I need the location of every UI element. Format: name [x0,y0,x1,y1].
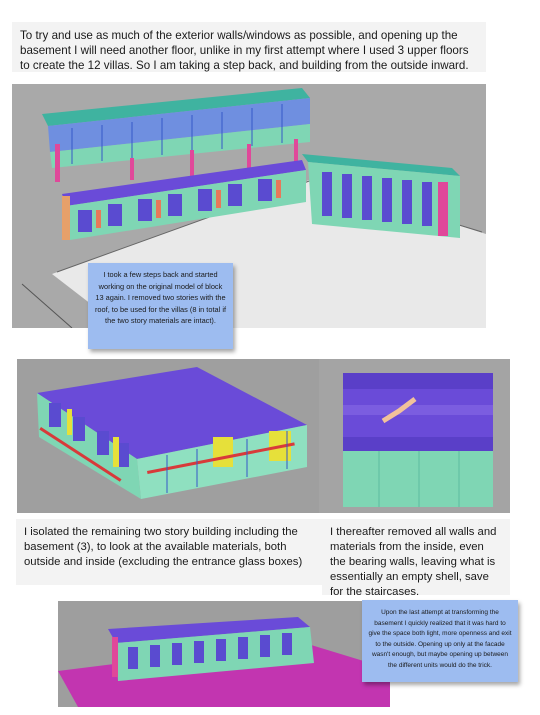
render-basement-openings [58,601,390,707]
note-basement-text: Upon the last attempt at transforming the basement I quickly realized that it was hard to give the space both light, more openness and exit to the outside. Opening up only at the facade wasn't enough, but maybe opening up between the different units would do the trick. [368,609,512,669]
caption-empty-shell [322,519,510,598]
render-block-13-overview [12,84,486,328]
note-block-13 [88,263,233,349]
caption-isolated-building-text: I isolated the remaining two story building including the basement (3), to look at the available materials, both outside and inside (excluding the entrance glass boxes) [24,526,303,568]
note-block-13-text: I took a few steps back and started working on the original model of block 13 again. I removed two stories with the roof, to be used for the villas (8 in total if the two story materials are intact). [94,270,227,325]
render-basement-openings-illustration [58,601,390,707]
render-isolated-building [17,359,319,513]
intro-text: To try and use as much of the exterior walls/windows as possible, and opening up the basement I will need another floor, unlike in my first attempt where I used 3 upper floors to create the 12 villas. So I am taking a step back, and building from the outside inward. [20,29,469,72]
note-basement [362,600,518,682]
render-block-13-illustration [12,84,486,328]
intro-text-box [12,22,486,72]
caption-isolated-building [16,519,322,585]
caption-empty-shell-text: I thereafter removed all walls and materials from the inside, even the bearing walls, leaving what is essentially an empty shell, save for the staircases. [330,526,497,598]
render-empty-shell [319,359,510,513]
render-empty-shell-illustration [319,359,510,513]
render-isolated-building-illustration [17,359,319,513]
